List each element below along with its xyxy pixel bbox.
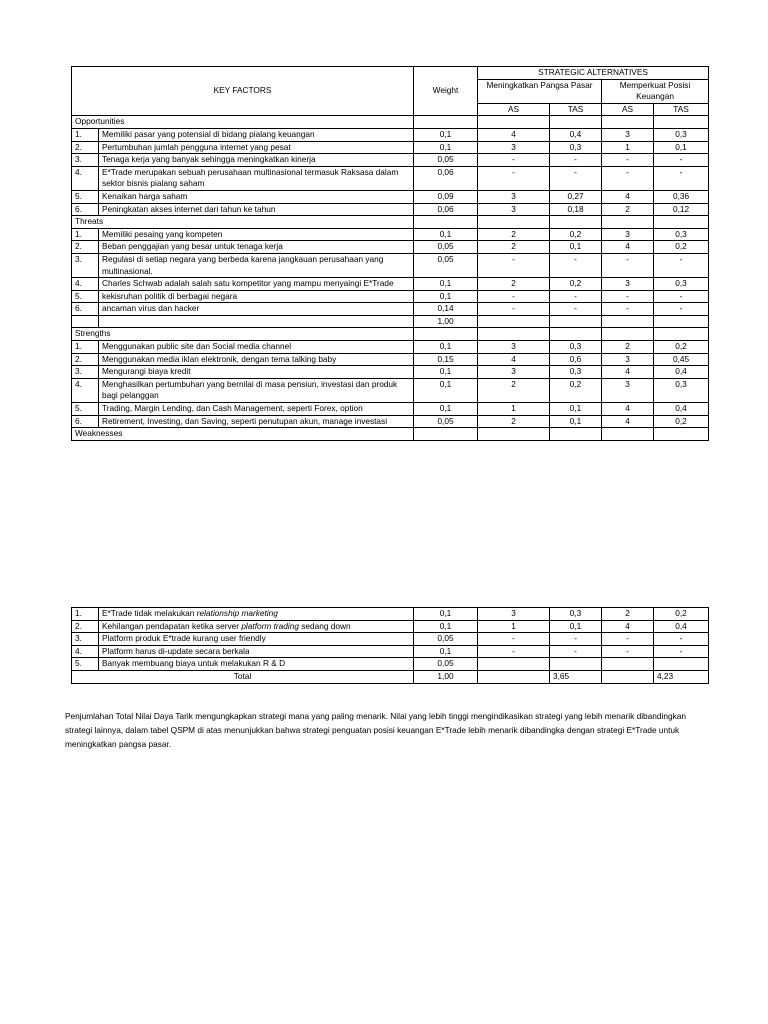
as1-value: 4 bbox=[478, 353, 550, 366]
table-row bbox=[72, 253, 709, 277]
as1-value: 1 bbox=[478, 403, 550, 416]
table-row bbox=[72, 608, 709, 621]
tas1-value: 0,3 bbox=[550, 366, 602, 379]
as1-value: 2 bbox=[478, 241, 550, 254]
as1-cell-empty bbox=[478, 116, 550, 129]
as2-value: - bbox=[602, 253, 654, 277]
tas2-value: 0,4 bbox=[654, 403, 709, 416]
weight-cell-empty bbox=[414, 428, 478, 441]
tas2-value: 0,3 bbox=[654, 228, 709, 241]
factor-text-pre: Banyak membuang biaya untuk melakukan R & D bbox=[102, 658, 286, 669]
tas2-cell-empty bbox=[654, 315, 709, 328]
as1-value: - bbox=[478, 290, 550, 303]
row-number: 3. bbox=[72, 633, 99, 646]
as2-value: 4 bbox=[602, 620, 654, 633]
tas2-cell-empty bbox=[654, 328, 709, 341]
alt2-header: Memperkuat Posisi Keuangan bbox=[602, 79, 709, 103]
as1-value: 3 bbox=[478, 203, 550, 216]
row-number: 3. bbox=[72, 154, 99, 167]
as1-value: 2 bbox=[478, 228, 550, 241]
weight-value: 0,1 bbox=[414, 403, 478, 416]
weight-value: 0,05 bbox=[414, 241, 478, 254]
as2-value: 4 bbox=[602, 403, 654, 416]
row-number: 5. bbox=[72, 403, 99, 416]
weight-value: 0,1 bbox=[414, 378, 478, 402]
tas2-value: 0,3 bbox=[654, 278, 709, 291]
tas2-cell-empty bbox=[654, 428, 709, 441]
as2-value bbox=[602, 658, 654, 671]
factor-text: Pertumbuhan jumlah pengguna internet yang pesat bbox=[99, 141, 414, 154]
factor-text: Regulasi di setiap negara yang berbeda karena jangkauan perusahaan yang multinasional. bbox=[99, 253, 414, 277]
as2-value: - bbox=[602, 633, 654, 646]
factor-text: kekisruhan politik di berbagai negara bbox=[99, 290, 414, 303]
tas2-value: 0,2 bbox=[654, 341, 709, 354]
tas1-value: 0,2 bbox=[550, 278, 602, 291]
as2-value: 4 bbox=[602, 415, 654, 428]
as1-value: - bbox=[478, 166, 550, 190]
as2-cell-empty bbox=[602, 328, 654, 341]
key-factors-header: KEY FACTORS bbox=[72, 67, 414, 116]
tas1-value: - bbox=[550, 154, 602, 167]
weight-cell-empty bbox=[414, 216, 478, 229]
table-row bbox=[72, 620, 709, 633]
qspm-table-part2 bbox=[71, 607, 709, 684]
tas1-cell-empty bbox=[550, 315, 602, 328]
as1-cell-empty bbox=[478, 328, 550, 341]
row-number: 1. bbox=[72, 228, 99, 241]
tas2-header: TAS bbox=[654, 103, 709, 116]
factor-text bbox=[99, 620, 414, 633]
table-row bbox=[72, 378, 709, 402]
factor-text: Mengurangi biaya kredit bbox=[99, 366, 414, 379]
tas1-value: - bbox=[550, 166, 602, 190]
as2-value: 3 bbox=[602, 128, 654, 141]
as2-value: 4 bbox=[602, 241, 654, 254]
tas1-value: 0,6 bbox=[550, 353, 602, 366]
weight-value: 0,1 bbox=[414, 278, 478, 291]
total-as2-empty bbox=[602, 670, 654, 683]
factor-text: Menghasilkan pertumbuhan yang bernilai di masa pensiun, investasi dan produk bagi pelanggan bbox=[99, 378, 414, 402]
as1-value: 3 bbox=[478, 608, 550, 621]
tas2-value: 0,1 bbox=[654, 141, 709, 154]
factor-text bbox=[99, 608, 414, 621]
as1-value: 4 bbox=[478, 128, 550, 141]
as1-cell-empty bbox=[478, 315, 550, 328]
tas2-value: 0,2 bbox=[654, 608, 709, 621]
table-row bbox=[72, 241, 709, 254]
as2-value: 3 bbox=[602, 278, 654, 291]
as1-cell-empty bbox=[478, 216, 550, 229]
subtotal-weight: 1,00 bbox=[414, 315, 478, 328]
table-row bbox=[72, 154, 709, 167]
tas2-value: 0,12 bbox=[654, 203, 709, 216]
as2-value: 4 bbox=[602, 366, 654, 379]
as2-value: 3 bbox=[602, 353, 654, 366]
table-row bbox=[72, 403, 709, 416]
tas2-value: - bbox=[654, 633, 709, 646]
as2-cell-empty bbox=[602, 216, 654, 229]
as1-value: 2 bbox=[478, 378, 550, 402]
table-row bbox=[72, 303, 709, 316]
tas1-value: - bbox=[550, 253, 602, 277]
tas2-value: 0,36 bbox=[654, 190, 709, 203]
tas2-value: - bbox=[654, 290, 709, 303]
as1-value: - bbox=[478, 633, 550, 646]
as1-value: - bbox=[478, 645, 550, 658]
row-number: 5. bbox=[72, 290, 99, 303]
tas2-value: - bbox=[654, 253, 709, 277]
tas1-value: - bbox=[550, 645, 602, 658]
as2-value: - bbox=[602, 154, 654, 167]
weight-value: 0,1 bbox=[414, 620, 478, 633]
tas1-value: 0,1 bbox=[550, 620, 602, 633]
tas1-value: 0,2 bbox=[550, 228, 602, 241]
tas1-cell-empty bbox=[550, 328, 602, 341]
as1-value: 3 bbox=[478, 341, 550, 354]
table-row bbox=[72, 366, 709, 379]
tas1-cell-empty bbox=[550, 428, 602, 441]
factor-text-ital: platform trading bbox=[241, 620, 299, 631]
tas1-value: 0,2 bbox=[550, 378, 602, 402]
as2-cell-empty bbox=[602, 315, 654, 328]
total-tas1: 3,65 bbox=[550, 670, 602, 683]
weight-value: 0,05 bbox=[414, 658, 478, 671]
factor-text bbox=[99, 633, 414, 646]
weight-value: 0,1 bbox=[414, 645, 478, 658]
factor-text: E*Trade merupakan sebuah perusahaan multinasional termasuk Raksasa dalam sektor bisnis pialang saham bbox=[99, 166, 414, 190]
subtotal-factor-empty bbox=[99, 315, 414, 328]
row-number: 2. bbox=[72, 141, 99, 154]
as1-value: - bbox=[478, 154, 550, 167]
row-number: 3. bbox=[72, 253, 99, 277]
row-number: 1. bbox=[72, 608, 99, 621]
alt1-header: Meningkatkan Pangsa Pasar bbox=[478, 79, 602, 103]
factor-text bbox=[99, 658, 414, 671]
tas2-value: 0,4 bbox=[654, 366, 709, 379]
table-row bbox=[72, 278, 709, 291]
table-row bbox=[72, 633, 709, 646]
factor-text-pre: Kehilangan pendapatan ketika server bbox=[102, 620, 242, 631]
as2-cell-empty bbox=[602, 116, 654, 129]
weight-value: 0,1 bbox=[414, 608, 478, 621]
table-row bbox=[72, 203, 709, 216]
table-row bbox=[72, 190, 709, 203]
factor-text-ital: relationship marketing bbox=[196, 608, 278, 618]
tas1-value: 0,27 bbox=[550, 190, 602, 203]
table-row bbox=[72, 353, 709, 366]
tas1-value: - bbox=[550, 633, 602, 646]
tas2-value: 0,2 bbox=[654, 241, 709, 254]
factor-text: Memiliki pasar yang potensial di bidang pialang keuangan bbox=[99, 128, 414, 141]
conclusion-paragraph: Penjumlahan Total Nilai Daya Tarik mengungkapkan strategi mana yang paling menarik. Nilai yang lebih tinggi mengindikasikan strategi yang lebih menarik dibandingkan strategi lainnya, dalam tabel QSPM di atas menunjukkan bahwa strategi penguatan posisi keuangan E*Trade lebih menarik dibandingka dengan strategi E*Trade untuk meningkatkan pangsa pasar. bbox=[65, 711, 686, 750]
factor-text-post: sedang down bbox=[298, 620, 351, 631]
tas2-value: - bbox=[654, 645, 709, 658]
section-label-threats: Threats bbox=[72, 216, 414, 229]
table-row bbox=[72, 228, 709, 241]
weight-value: 0,06 bbox=[414, 203, 478, 216]
factor-text: Menggunakan public site dan Social media channel bbox=[99, 341, 414, 354]
total-weight: 1,00 bbox=[414, 670, 478, 683]
as1-value: - bbox=[478, 253, 550, 277]
strategic-alternatives-header: STRATEGIC ALTERNATIVES bbox=[478, 67, 709, 80]
weight-value: 0,1 bbox=[414, 141, 478, 154]
weight-value: 0,05 bbox=[414, 415, 478, 428]
factor-text-pre: Platform produk E*trade kurang user friendly bbox=[102, 633, 266, 644]
weight-value: 0,1 bbox=[414, 128, 478, 141]
row-number: 4. bbox=[72, 645, 99, 658]
tas2-value: 0,3 bbox=[654, 128, 709, 141]
weight-cell-empty bbox=[414, 116, 478, 129]
weight-value: 0,09 bbox=[414, 190, 478, 203]
subtotal-no-empty bbox=[72, 315, 99, 328]
tas2-value: - bbox=[654, 154, 709, 167]
factor-text: Menggunakan media iklan elektronik, dengan tema talking baby bbox=[99, 353, 414, 366]
section-row-threats bbox=[72, 216, 709, 229]
as1-header: AS bbox=[478, 103, 550, 116]
weight-value: 0,15 bbox=[414, 353, 478, 366]
factor-text: Memiliki pesaing yang kompeten bbox=[99, 228, 414, 241]
table-row bbox=[72, 166, 709, 190]
row-number: 4. bbox=[72, 166, 99, 190]
weight-value: 0,1 bbox=[414, 366, 478, 379]
tas1-value: 0,3 bbox=[550, 608, 602, 621]
as1-value: - bbox=[478, 303, 550, 316]
weight-value: 0,05 bbox=[414, 154, 478, 167]
row-number: 3. bbox=[72, 366, 99, 379]
section-row-strengths bbox=[72, 328, 709, 341]
row-number: 1. bbox=[72, 341, 99, 354]
tas1-cell-empty bbox=[550, 216, 602, 229]
weight-value: 0,06 bbox=[414, 166, 478, 190]
as1-value: 1 bbox=[478, 620, 550, 633]
tas1-value: 0,18 bbox=[550, 203, 602, 216]
tas1-value: - bbox=[550, 303, 602, 316]
row-number: 2. bbox=[72, 241, 99, 254]
tas1-cell-empty bbox=[550, 116, 602, 129]
as1-value bbox=[478, 658, 550, 671]
factor-text: Trading, Margin Lending, dan Cash Management, seperti Forex, option bbox=[99, 403, 414, 416]
factor-text: Kenaikan harga saham bbox=[99, 190, 414, 203]
table-row bbox=[72, 658, 709, 671]
as2-value: - bbox=[602, 166, 654, 190]
qspm-table-part1 bbox=[71, 66, 709, 441]
total-tas2: 4,23 bbox=[654, 670, 709, 683]
total-as1-empty bbox=[478, 670, 550, 683]
row-number: 6. bbox=[72, 303, 99, 316]
as2-value: - bbox=[602, 645, 654, 658]
row-number: 5. bbox=[72, 190, 99, 203]
tas2-value: 0,3 bbox=[654, 378, 709, 402]
section-label-opportunities: Opportunities bbox=[72, 116, 414, 129]
total-row bbox=[72, 670, 709, 683]
tas1-value: 0,3 bbox=[550, 341, 602, 354]
as1-value: 2 bbox=[478, 415, 550, 428]
as2-cell-empty bbox=[602, 428, 654, 441]
tas2-value: 0,4 bbox=[654, 620, 709, 633]
tas1-value: - bbox=[550, 290, 602, 303]
factor-text: Charles Schwab adalah salah satu kompetitor yang mampu menyaingi E*Trade bbox=[99, 278, 414, 291]
section-label-weaknesses: Weaknesses bbox=[72, 428, 414, 441]
row-number: 2. bbox=[72, 620, 99, 633]
row-number: 4. bbox=[72, 278, 99, 291]
table-row bbox=[72, 290, 709, 303]
tas1-value: 0,1 bbox=[550, 403, 602, 416]
table-row bbox=[72, 415, 709, 428]
weight-value: 0,1 bbox=[414, 228, 478, 241]
row-number: 4. bbox=[72, 378, 99, 402]
as2-value: 3 bbox=[602, 228, 654, 241]
as1-value: 3 bbox=[478, 190, 550, 203]
tas1-value: 0,1 bbox=[550, 415, 602, 428]
as2-value: 1 bbox=[602, 141, 654, 154]
as2-value: 2 bbox=[602, 203, 654, 216]
as2-value: 2 bbox=[602, 608, 654, 621]
weight-cell-empty bbox=[414, 328, 478, 341]
factor-text: Tenaga kerja yang banyak sehingga meningkatkan kinerja bbox=[99, 154, 414, 167]
tas1-value: 0,1 bbox=[550, 241, 602, 254]
as2-value: 3 bbox=[602, 378, 654, 402]
as2-value: 2 bbox=[602, 341, 654, 354]
factor-text: ancaman virus dan hacker bbox=[99, 303, 414, 316]
weight-value: 0,05 bbox=[414, 253, 478, 277]
factor-text: Retirement, Investing, dan Saving, seperti penutupan akun, manage investasi bbox=[99, 415, 414, 428]
weight-value: 0,14 bbox=[414, 303, 478, 316]
tas2-value: - bbox=[654, 303, 709, 316]
as1-value: 3 bbox=[478, 141, 550, 154]
table-row bbox=[72, 128, 709, 141]
weight-value: 0,1 bbox=[414, 290, 478, 303]
factor-text-pre: E*Trade tidak melakukan bbox=[102, 608, 197, 618]
factor-text-pre: Platform harus di-update secara berkala bbox=[102, 645, 250, 656]
weight-value: 0,05 bbox=[414, 633, 478, 646]
as1-cell-empty bbox=[478, 428, 550, 441]
as2-value: 4 bbox=[602, 190, 654, 203]
as2-value: - bbox=[602, 290, 654, 303]
table-row bbox=[72, 341, 709, 354]
row-number: 2. bbox=[72, 353, 99, 366]
tas2-cell-empty bbox=[654, 116, 709, 129]
tas2-value bbox=[654, 658, 709, 671]
subtotal-row bbox=[72, 315, 709, 328]
tas2-value: 0,2 bbox=[654, 415, 709, 428]
tas2-cell-empty bbox=[654, 216, 709, 229]
tas1-value: 0,4 bbox=[550, 128, 602, 141]
section-row-weaknesses bbox=[72, 428, 709, 441]
factor-text: Peningkatan akses internet dari tahun ke tahun bbox=[99, 203, 414, 216]
as1-value: 2 bbox=[478, 278, 550, 291]
weight-value: 0,1 bbox=[414, 341, 478, 354]
row-number: 5. bbox=[72, 658, 99, 671]
tas1-header: TAS bbox=[550, 103, 602, 116]
weight-header: Weight bbox=[414, 67, 478, 116]
factor-text: Beban penggajian yang besar untuk tenaga kerja bbox=[99, 241, 414, 254]
as2-header: AS bbox=[602, 103, 654, 116]
tas1-value bbox=[550, 658, 602, 671]
table-row bbox=[72, 141, 709, 154]
as1-value: 3 bbox=[478, 366, 550, 379]
section-label-strengths: Strengths bbox=[72, 328, 414, 341]
table-row bbox=[72, 645, 709, 658]
row-number: 6. bbox=[72, 203, 99, 216]
tas2-value: - bbox=[654, 166, 709, 190]
row-number: 6. bbox=[72, 415, 99, 428]
row-number: 1. bbox=[72, 128, 99, 141]
tas2-value: 0,45 bbox=[654, 353, 709, 366]
section-row-opportunities bbox=[72, 116, 709, 129]
total-label: Total bbox=[72, 670, 414, 683]
factor-text bbox=[99, 645, 414, 658]
tas1-value: 0,3 bbox=[550, 141, 602, 154]
as2-value: - bbox=[602, 303, 654, 316]
